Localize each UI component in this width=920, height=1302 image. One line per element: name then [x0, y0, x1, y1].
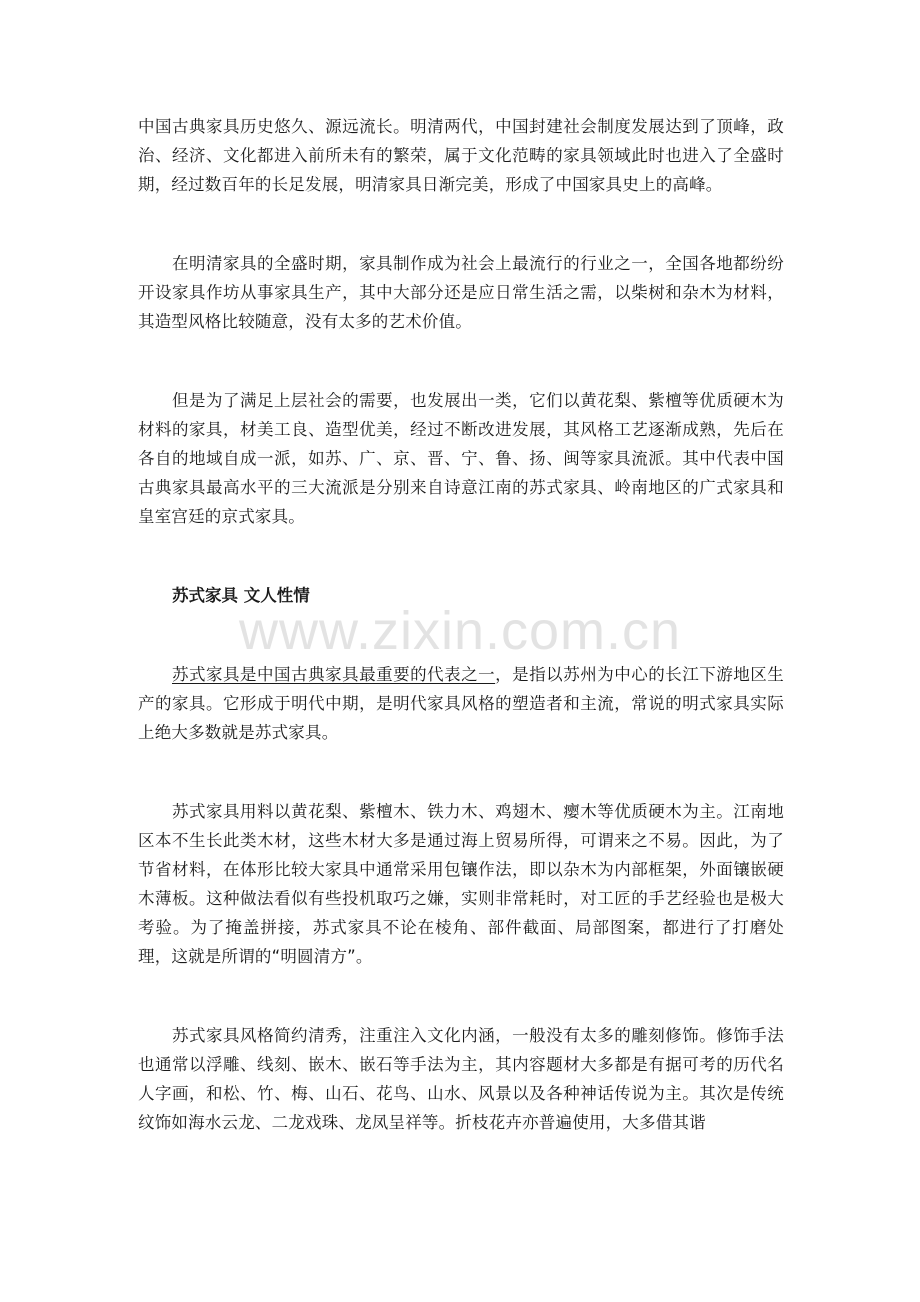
section-heading: 苏式家具 文人性情 — [172, 586, 310, 605]
paragraph-suzhou-intro — [138, 660, 784, 747]
intro-rest: ，是指以苏州为中心的长江下游地区生产的家具。它形成于明代中期，是明代家具风格的塑造者和主流，常说的明式家具实际上绝大多数就是苏式家具。 — [138, 665, 784, 742]
paragraph-schools: 但是为了满足上层社会的需要，也发展出一类，它们以黄花梨、紫檀等优质硬木为材料的家具，材美工良、造型优美，经过不断改进发展，其风格工艺逐渐成熟，先后在各自的地域自成一派，如苏、广、京、晋、宁、鲁、扬、闽等家具流派。其中代表中国古典家具最高水平的三大流派是分别来自诗意江南的苏式家具、岭南地区的广式家具和皇室宫廷的京式家具。 — [138, 391, 784, 526]
paragraph-suzhou-style: 苏式家具风格简约清秀，注重注入文化内涵，一般没有太多的雕刻修饰。修饰手法也通常以浮雕、线刻、嵌木、嵌石等手法为主，其内容题材大多都是有据可考的历代名人字画，和松、竹、梅、山石、花鸟、山水、风景以及各种神话传说为主。其次是传统纹饰如海水云龙、二龙戏珠、龙凤呈祥等。折枝花卉亦普遍使用，大多借其谐 — [138, 1026, 784, 1132]
paragraph-suzhou-materials: 苏式家具用料以黄花梨、紫檀木、铁力木、鸡翅木、瘿木等优质硬木为主。江南地区本不生长此类木材，这些木材大多是通过海上贸易所得，可谓来之不易。因此，为了节省材料，在体形比较大家具中通常采用包镶作法，即以杂木为内部框架，外面镶嵌硬木薄板。这种做法看似有些投机取巧之嫌，实则非常耗时，对工匠的手艺经验也是极大考验。为了掩盖拼接，苏式家具不论在棱角、部件截面、局部图案，都进行了打磨处理，这就是所谓的“明圆清方”。 — [138, 802, 784, 966]
paragraph-intro: 中国古典家具历史悠久、源远流长。明清两代，中国封建社会制度发展达到了顶峰，政治、经济、文化都进入前所未有的繁荣，属于文化范畴的家具领域此时也进入了全盛时期，经过数百年的长足发展，明清家具日渐完美，形成了中国家具史上的高峰。 — [138, 117, 784, 194]
watermark: www.zixin.com.cn — [238, 601, 682, 661]
document-body — [138, 112, 784, 1137]
paragraph-workshops: 在明清家具的全盛时期，家具制作成为社会上最流行的行业之一，全国各地都纷纷开设家具作坊从事家具生产，其中大部分还是应日常生活之需，以柴树和杂木为材料，其造型风格比较随意，没有太多的艺术价值。 — [138, 254, 784, 331]
underlined-phrase: 苏式家具是中国古典家具最重要的代表之一 — [172, 665, 496, 684]
